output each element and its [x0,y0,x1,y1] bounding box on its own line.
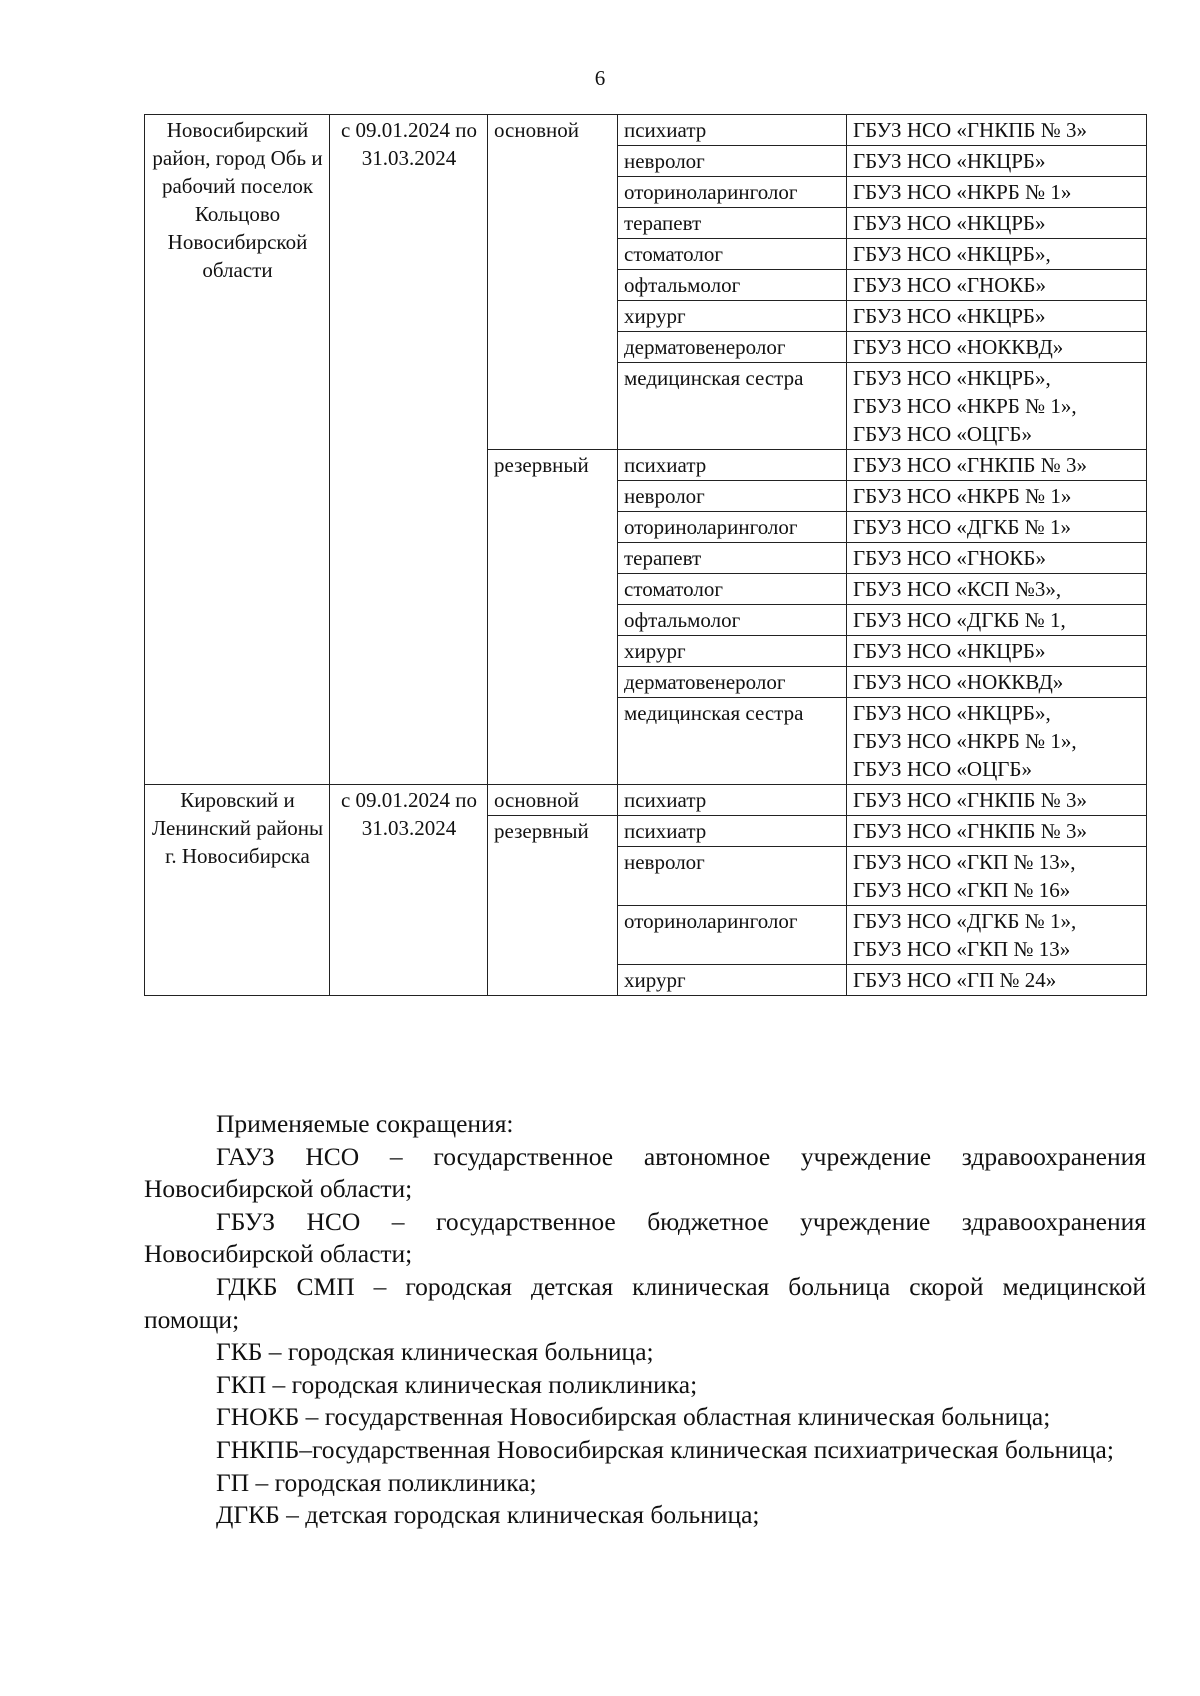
abbreviation-item: ГНОКБ – государственная Новосибирская областная клиническая больница; [216,1402,1051,1432]
institution-cell: ГБУЗ НСО «НОККВД» [847,332,1147,363]
specialist-cell: психиатр [618,450,847,481]
specialist-cell: стоматолог [618,574,847,605]
page-number: 6 [594,66,606,90]
institution-cell: ГБУЗ НСО «НКРБ № 1» [847,177,1147,208]
institution-cell: ГБУЗ НСО «ГНКПБ № 3» [847,785,1147,816]
specialist-cell: хирург [618,636,847,667]
specialist-cell: офтальмолог [618,270,847,301]
specialist-cell: медицинская сестра [618,698,847,785]
institution-cell: ГБУЗ НСО «ГНКПБ № 3» [847,115,1147,146]
specialist-cell: оториноларинголог [618,512,847,543]
specialist-cell: оториноларинголог [618,906,847,965]
institution-cell: ГБУЗ НСО «ГНКПБ № 3» [847,450,1147,481]
specialist-cell: хирург [618,301,847,332]
institution-cell: ГБУЗ НСО «ДГКБ № 1», ГБУЗ НСО «ГКП № 13» [847,906,1147,965]
schedule-table [144,114,1147,996]
abbreviation-item: ГДКБ СМП – городская детская клиническая больница скорой медицинской помощи; [144,1271,1146,1334]
institution-cell: ГБУЗ НСО «НКЦРБ», [847,239,1147,270]
specialist-cell: офтальмолог [618,605,847,636]
institution-cell: ГБУЗ НСО «ГКП № 13», ГБУЗ НСО «ГКП № 16» [847,847,1147,906]
specialist-cell: дерматовенеролог [618,332,847,363]
specialist-cell: невролог [618,847,847,906]
period-cell: с 09.01.2024 по 31.03.2024 [330,785,488,996]
institution-cell: ГБУЗ НСО «НКЦРБ» [847,208,1147,239]
staff-type-cell: основной [488,785,618,816]
institution-cell: ГБУЗ НСО «ДГКБ № 1, [847,605,1147,636]
specialist-cell: терапевт [618,543,847,574]
specialist-cell: хирург [618,965,847,996]
abbreviation-item: ГП – городская поликлиника; [216,1467,537,1497]
specialist-cell: стоматолог [618,239,847,270]
institution-cell: ГБУЗ НСО «НКЦРБ», ГБУЗ НСО «НКРБ № 1», ГБУЗ НСО «ОЦГБ» [847,698,1147,785]
specialist-cell: оториноларинголог [618,177,847,208]
period-cell: с 09.01.2024 по 31.03.2024 [330,115,488,785]
institution-cell: ГБУЗ НСО «ГНОКБ» [847,543,1147,574]
abbreviation-item: ГБУЗ НСО – государственное бюджетное учреждение здравоохранения Новосибирской области; [144,1206,1146,1269]
schedule-table-body [145,115,1147,996]
specialist-cell: дерматовенеролог [618,667,847,698]
institution-cell: ГБУЗ НСО «КСП №3», [847,574,1147,605]
specialist-cell: медицинская сестра [618,363,847,450]
institution-cell: ГБУЗ НСО «НКЦРБ», ГБУЗ НСО «НКРБ № 1», ГБУЗ НСО «ОЦГБ» [847,363,1147,450]
institution-cell: ГБУЗ НСО «НОККВД» [847,667,1147,698]
table-row [145,785,1147,816]
abbreviation-item: ДГКБ – детская городская клиническая больница; [216,1500,760,1530]
abbreviations-heading: Применяемые сокращения: [216,1109,514,1138]
institution-cell: ГБУЗ НСО «ГНКПБ № 3» [847,816,1147,847]
institution-cell: ГБУЗ НСО «НКЦРБ» [847,636,1147,667]
abbreviation-item: ГНКПБ–государственная Новосибирская клиническая психиатрическая больница; [216,1434,1114,1464]
abbreviation-item: ГАУЗ НСО – государственное автономное учреждение здравоохранения Новосибирской области; [144,1141,1146,1204]
abbreviation-item: ГКБ – городская клиническая больница; [216,1337,654,1367]
institution-cell: ГБУЗ НСО «НКЦРБ» [847,301,1147,332]
staff-type-cell: основной [488,115,618,450]
abbreviations-section [144,1108,1146,1532]
institution-cell: ГБУЗ НСО «НКРБ № 1» [847,481,1147,512]
specialist-cell: психиатр [618,115,847,146]
institution-cell: ГБУЗ НСО «ГНОКБ» [847,270,1147,301]
district-cell: Новосибирский район, город Обь и рабочий поселок Кольцово Новосибирской области [145,115,330,785]
institution-cell: ГБУЗ НСО «ДГКБ № 1» [847,512,1147,543]
specialist-cell: невролог [618,146,847,177]
abbreviation-item: ГКП – городская клиническая поликлиника; [216,1369,698,1399]
institution-cell: ГБУЗ НСО «НКЦРБ» [847,146,1147,177]
institution-cell: ГБУЗ НСО «ГП № 24» [847,965,1147,996]
district-cell: Кировский и Ленинский районы г. Новосибирска [145,785,330,996]
specialist-cell: психиатр [618,816,847,847]
specialist-cell: психиатр [618,785,847,816]
specialist-cell: терапевт [618,208,847,239]
table-row [145,115,1147,146]
staff-type-cell: резервный [488,816,618,996]
specialist-cell: невролог [618,481,847,512]
staff-type-cell: резервный [488,450,618,785]
